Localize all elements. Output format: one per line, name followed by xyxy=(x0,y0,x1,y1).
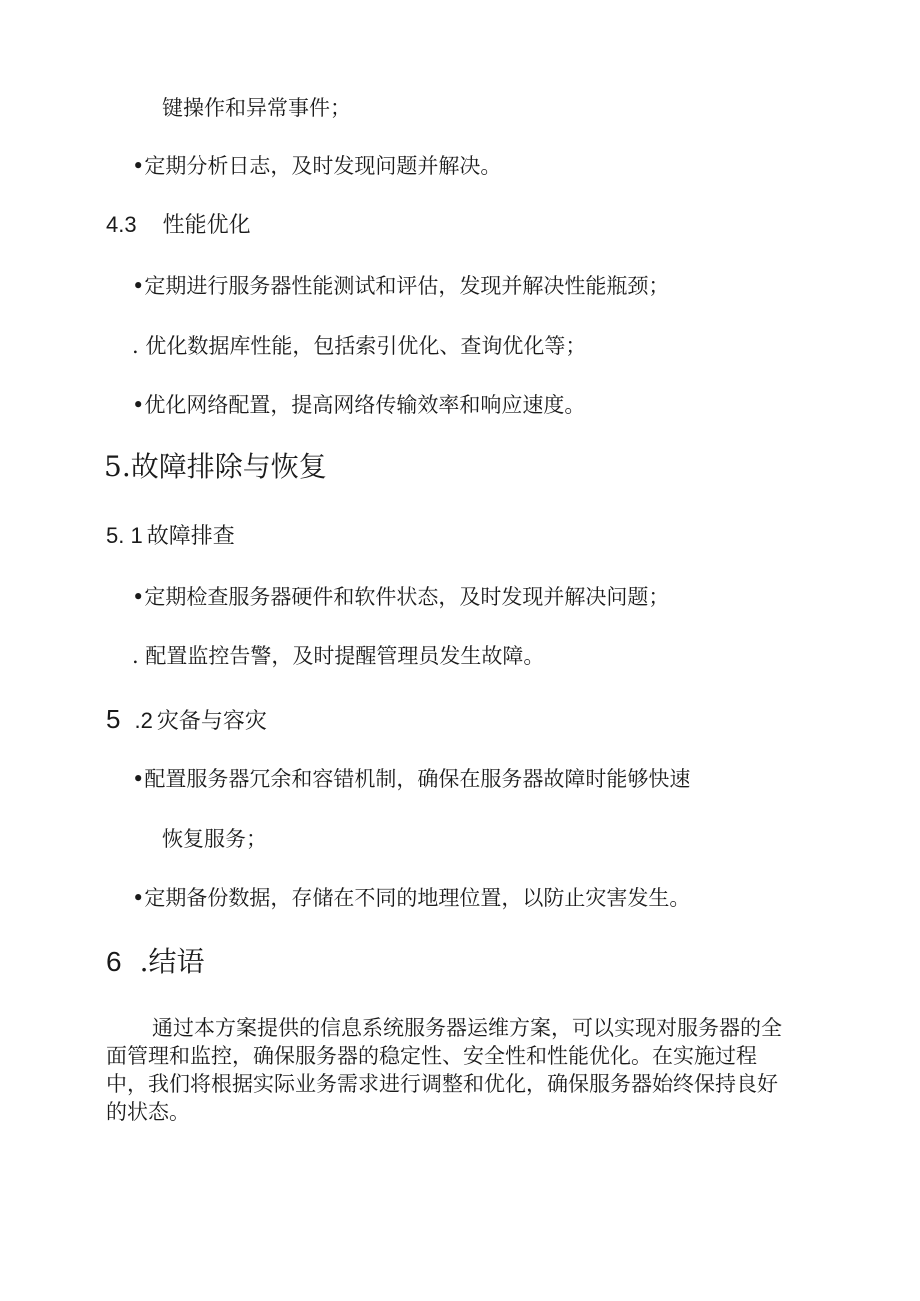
heading-4-3 xyxy=(106,210,251,241)
heading-number: 6 xyxy=(106,946,122,977)
heading-title: 灾备与容灾 xyxy=(156,709,267,734)
continued-bullet-text: 键操作和异常事件； xyxy=(162,96,351,120)
bullet-monitoring-alerts: . 配置监控告警，及时提醒管理员发生故障。 xyxy=(132,644,545,668)
bullet-log-analysis: •定期分析日志，及时发现问题并解决。 xyxy=(132,154,502,178)
bullet-network-optimization: •优化网络配置，提高网络传输效率和响应速度。 xyxy=(132,393,586,417)
bullet-hardware-check: •定期检查服务器硬件和软件状态，及时发现并解决问题； xyxy=(132,585,670,609)
heading-5: 5.故障排除与恢复 xyxy=(104,450,327,483)
continued-bullet-text: 恢复服务； xyxy=(162,827,267,851)
heading-title: 性能优化 xyxy=(162,213,251,238)
paragraph-line: 的状态。 xyxy=(106,1100,190,1124)
heading-title: .结语 xyxy=(139,945,205,978)
heading-6 xyxy=(106,944,204,980)
heading-number: 5 xyxy=(106,704,121,734)
heading-subnumber: .2 xyxy=(134,708,153,733)
paragraph-line: 面管理和监控，确保服务器的稳定性、安全性和性能优化。在实施过程 xyxy=(106,1044,757,1068)
heading-5-1 xyxy=(106,521,235,552)
heading-number: 4.3 xyxy=(106,212,137,237)
bullet-backup: •定期备份数据，存储在不同的地理位置，以防止灾害发生。 xyxy=(132,886,691,910)
heading-5-2 xyxy=(106,704,267,737)
conclusion-paragraph xyxy=(106,1014,806,1126)
paragraph-line: 中，我们将根据实际业务需求进行调整和优化，确保服务器始终保持良好 xyxy=(106,1072,778,1096)
paragraph-line: 通过本方案提供的信息系统服务器运维方案，可以实现对服务器的全 xyxy=(152,1016,782,1040)
bullet-performance-test: •定期进行服务器性能测试和评估，发现并解决性能瓶颈； xyxy=(132,274,670,298)
heading-number: 5. 1 xyxy=(106,523,143,548)
bullet-database-optimization: . 优化数据库性能，包括索引优化、查询优化等； xyxy=(132,334,587,358)
heading-title: 故障排查 xyxy=(146,524,235,549)
bullet-redundancy: •配置服务器冗余和容错机制，确保在服务器故障时能够快速 xyxy=(132,767,691,791)
